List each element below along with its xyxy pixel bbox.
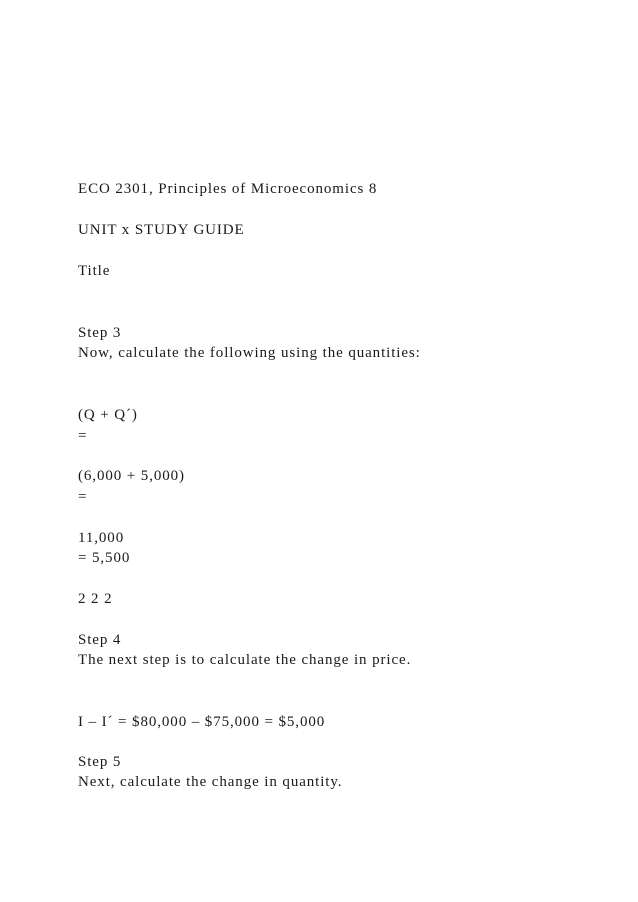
step3-expression-quantities: (Q + Q´) <box>78 407 138 423</box>
step4-heading: Step 4 <box>78 632 122 648</box>
step3-equals-1: = <box>78 428 88 444</box>
step3-instruction: Now, calculate the following using the quantities: <box>78 345 421 361</box>
step5-instruction: Next, calculate the change in quantity. <box>78 774 343 790</box>
document-title: Title <box>78 263 111 279</box>
step3-heading: Step 3 <box>78 325 122 341</box>
step4-equation: I – I´ = $80,000 – $75,000 = $5,000 <box>78 714 326 730</box>
step3-equals-2: = <box>78 489 88 505</box>
unit-header: UNIT x STUDY GUIDE <box>78 222 245 238</box>
step4-instruction: The next step is to calculate the change in price. <box>78 652 412 668</box>
course-header: ECO 2301, Principles of Microeconomics 8 <box>78 181 378 197</box>
step3-expression-values: (6,000 + 5,000) <box>78 468 185 484</box>
step5-heading: Step 5 <box>78 754 122 770</box>
step3-result: = 5,500 <box>78 550 131 566</box>
step3-sum-value: 11,000 <box>78 530 125 546</box>
step3-divisors: 2 2 2 <box>78 591 113 607</box>
